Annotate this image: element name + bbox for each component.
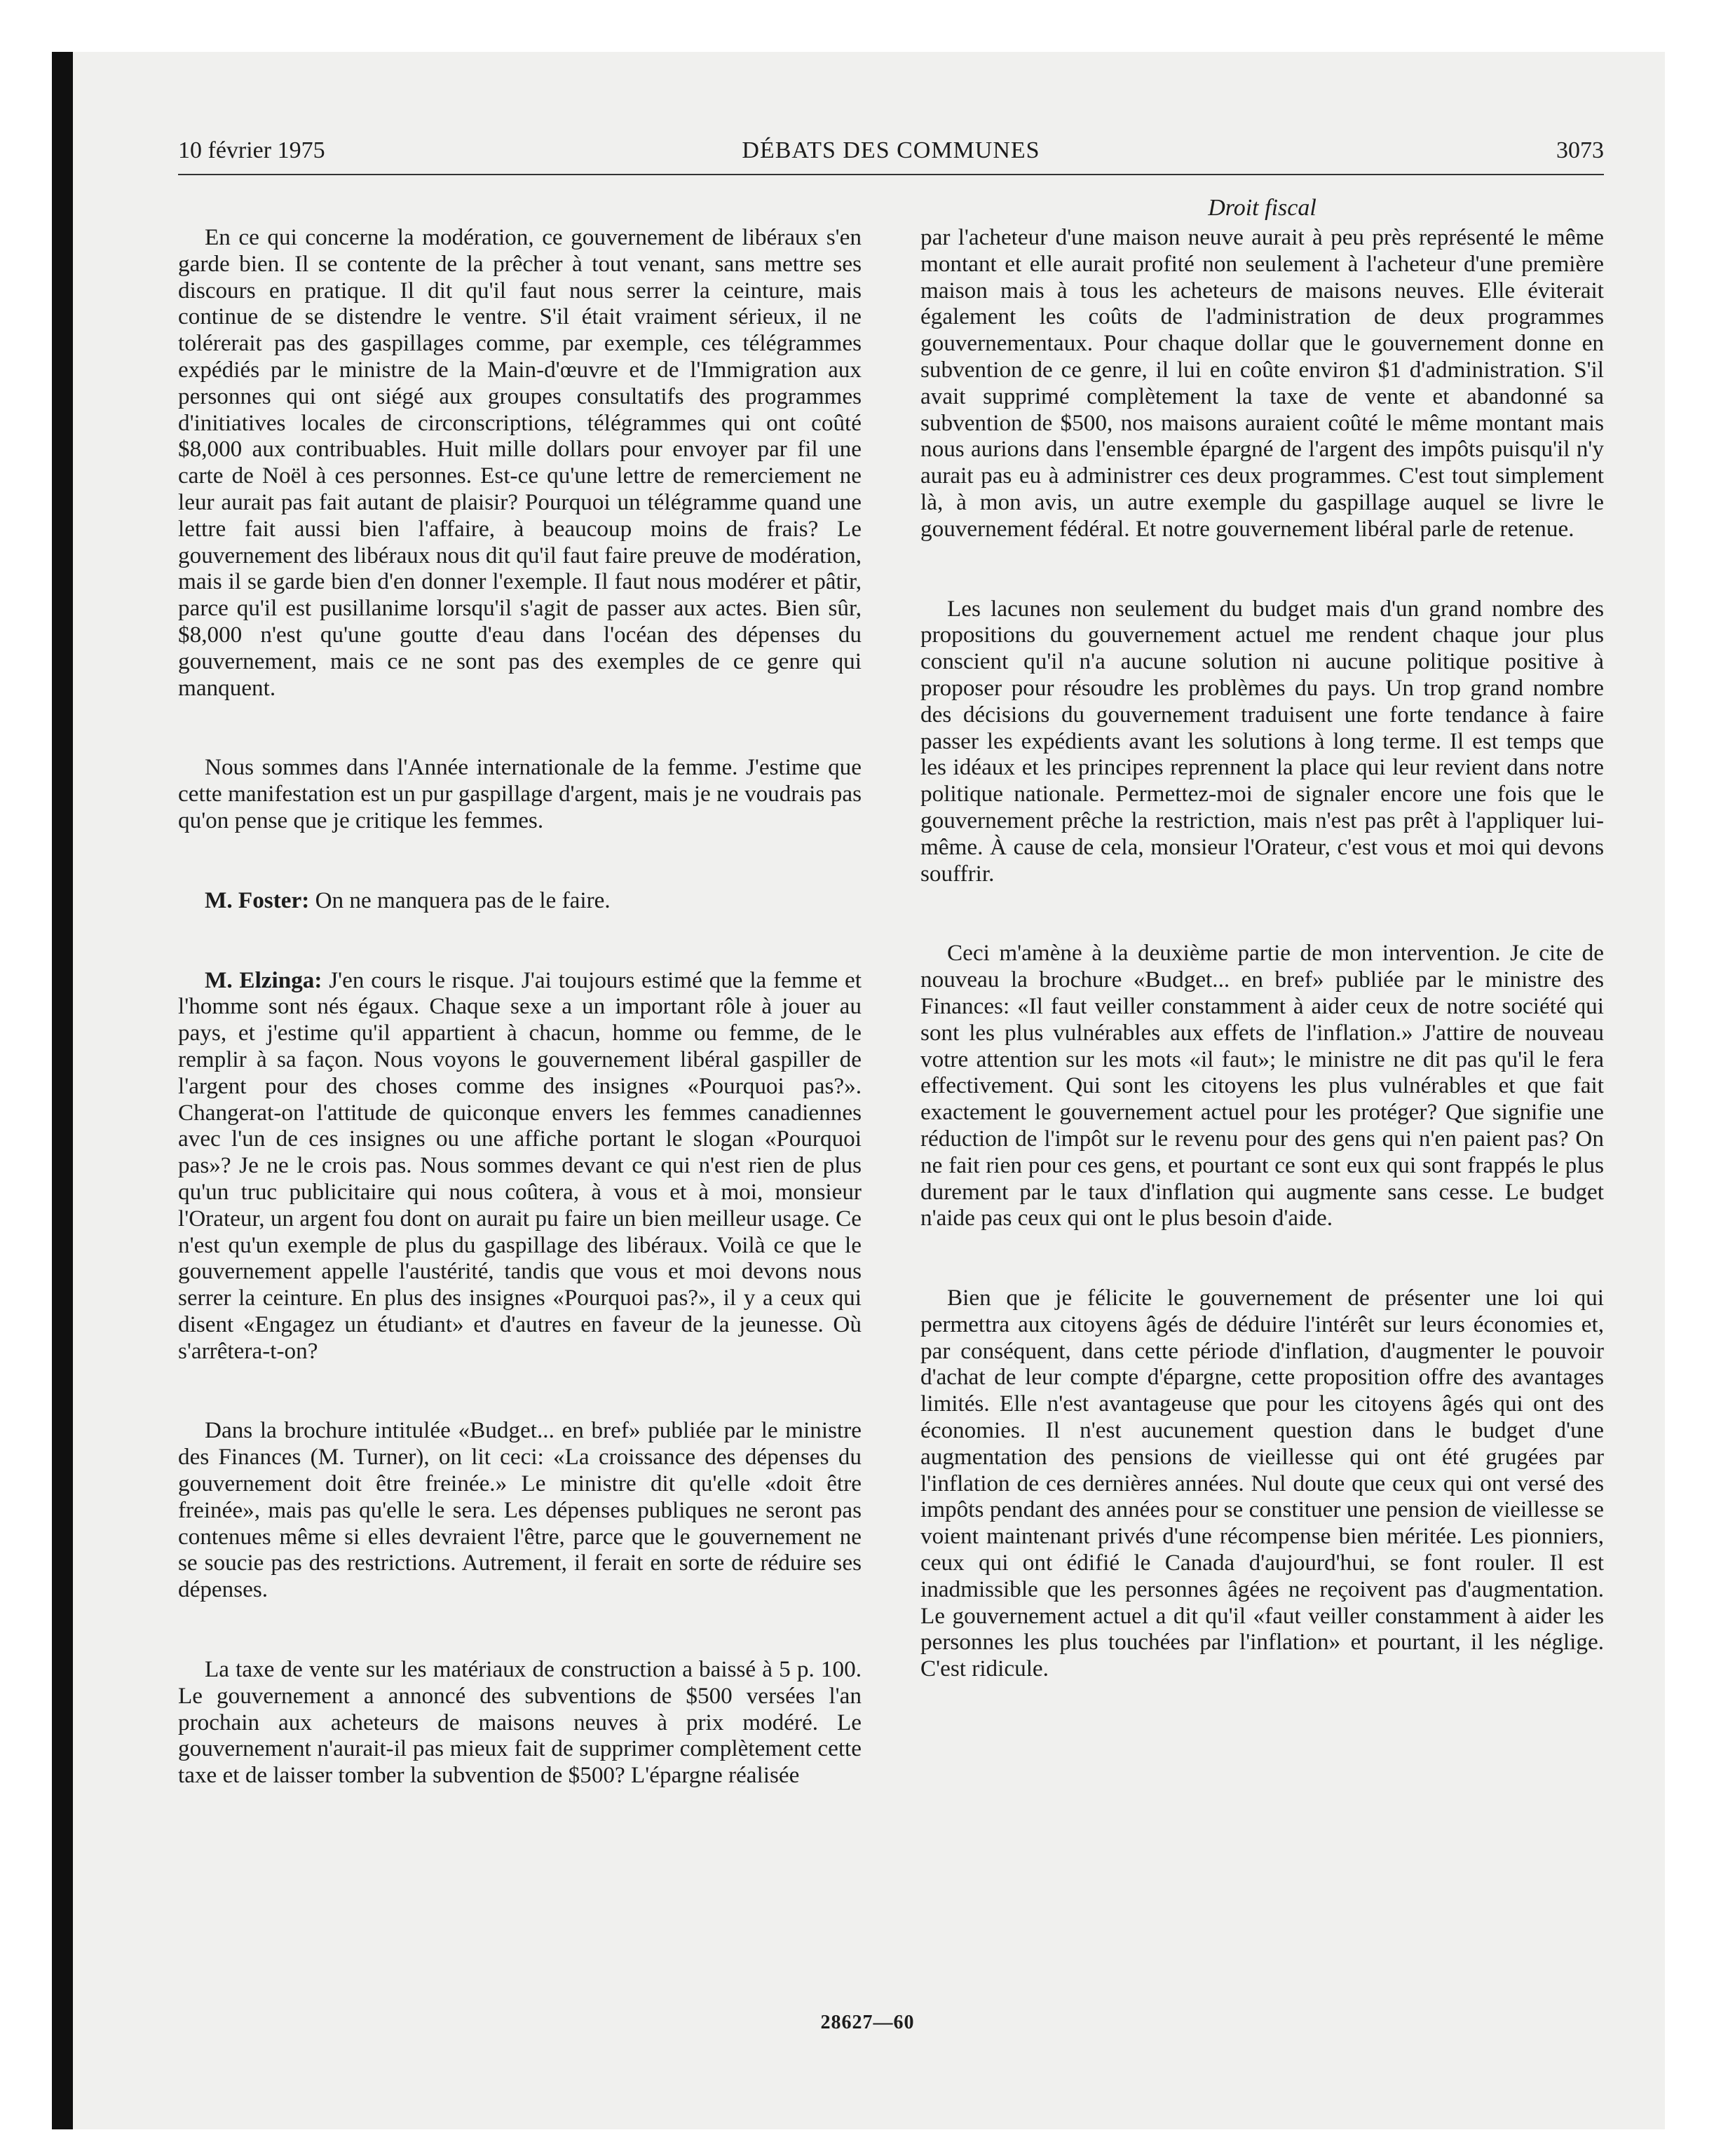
paragraph-text: En ce qui concerne la modération, ce gouvernement de libéraux s'en garde bien. Il se contente de la prêcher à tout venant, sans mettre ses discours en pratique. Il dit qu'il faut nous serrer la ceinture, mais continue de se distendre le ventre. S'il était vraiment sérieux, il ne tolérerait pas des gaspillages comme, par exemple, ces télégrammes expédiés par le ministre de la Main-d'œuvre et de l'Immigration aux personnes qui ont siégé aux groupes consultatifs des programmes d'initiatives locales de circonscriptions, télégrammes qui ont coûté $8,000 aux contribuables. Huit mille dollars pour envoyer par fil une carte de Noël à ces personnes. Est-ce qu'une lettre de remerciement ne leur aurait pas fait autant de plaisir? Pourquoi un télégramme quand une lettre fait aussi bien l'affaire, à beaucoup moins de frais? Le gouvernement des libéraux nous dit qu'il faut faire preuve de modération, mais il se garde bien d'en donner l'exemple. Il faut nous modérer et pâtir, parce qu'il est pusillanime lorsqu'il s'agit de passer aux actes. Bien sûr, $8,000 n'est qu'une goutte d'eau dans l'océan des dépenses du gouvernement, mais ce ne sont pas des exemples de ce genre qui manquent. <box>178 224 862 701</box>
paragraph <box>920 1285 1604 1682</box>
section-heading: Droit fiscal <box>1208 195 1316 221</box>
header-page-number: 3073 <box>1556 137 1604 163</box>
paragraph-text: Nous sommes dans l'Année internationale de la femme. J'estime que cette manifestation est un pur gaspillage d'argent, mais je ne voudrais pas qu'on pense que je critique les femmes. <box>178 754 862 833</box>
right-column <box>920 224 1604 1682</box>
paragraph-text: On ne manquera pas de le faire. <box>315 887 611 913</box>
footer-code: 28627—60 <box>820 2012 915 2033</box>
paragraph <box>178 1417 862 1603</box>
paragraph <box>920 224 1604 543</box>
header-publication: DÉBATS DES COMMUNES <box>742 137 1040 163</box>
header-date: 10 février 1975 <box>178 137 325 163</box>
paragraph <box>178 887 862 914</box>
paragraph <box>178 1656 862 1789</box>
running-header <box>178 137 1604 175</box>
paragraph-text: Les lacunes non seulement du budget mais d'un grand nombre des propositions du gouvernement actuel me rendent chaque jour plus conscient qu'il n'a aucune solution ni aucune politique positive à proposer pour résoudre les problèmes du pays. Un trop grand nombre des décisions du gouvernement traduisent une forte tendance à faire passer les expédients avant les solutions à long terme. Il est temps que les idéaux et les principes reprennent la place qui leur revient dans notre politique nationale. Permettez-moi de signaler encore une fois que le gouvernement prêche la restriction, mais n'est pas prêt à l'appliquer lui-même. À cause de cela, monsieur l'Orateur, c'est vous et moi qui devons souffrir. <box>920 595 1604 887</box>
paragraph <box>920 940 1604 1231</box>
speaker-name: M. Elzinga: <box>205 967 322 993</box>
paragraph <box>920 596 1604 887</box>
left-column <box>178 224 862 1789</box>
paragraph-text: Dans la brochure intitulée «Budget... en bref» publiée par le ministre des Finances (M. Turner), on lit ceci: «La croissance des dépenses du gouvernement doit être freinée.» Le ministre dit qu'elle «doit être freinée», mais pas qu'elle le sera. Les dépenses publiques ne seront pas contenues même si elles devraient l'être, parce que le gouvernement ne se soucie pas des restrictions. Autrement, il ferait en sorte de réduire ses dépenses. <box>178 1417 862 1603</box>
paragraph <box>178 967 862 1365</box>
paragraph-text: Ceci m'amène à la deuxième partie de mon intervention. Je cite de nouveau la brochure «Budget... en bref» publiée par le ministre des Finances: «Il faut veiller constamment à aider ceux de notre société qui sont les plus vulnérables aux effets de l'inflation.» J'attire de nouveau votre attention sur les mots «il faut»; le ministre ne dit pas qu'il le fera effectivement. Qui sont les citoyens les plus vulnérables et que fait exactement le gouvernement actuel pour les protéger? Que signifie une réduction de l'impôt sur le revenu pour des gens qui n'en paient pas? On ne fait rien pour ces gens, et pourtant ce sont eux qui sont frappés le plus durement par le taux d'inflation qui augmente sans cesse. Le budget n'aide pas ceux qui ont le plus besoin d'aide. <box>920 940 1604 1231</box>
speaker-name: M. Foster: <box>205 887 310 913</box>
scan-edge <box>52 52 73 2129</box>
paragraph-text: J'en cours le risque. J'ai toujours estimé que la femme et l'homme sont nés égaux. Chaque sexe a un important rôle à jouer au pays, et j'estime qu'il appartient à chacun, homme ou femme, de le remplir à sa façon. Nous voyons le gouvernement libéral gaspiller de l'argent pour des choses comme des insignes «Pourquoi pas?». Changerat-on l'attitude de quiconque envers les femmes canadiennes avec l'un de ces insignes ou une affiche portant le slogan «Pourquoi pas»? Je ne le crois pas. Nous sommes devant ce qui n'est rien de plus qu'un truc publicitaire qui nous coûtera, à vous et à moi, monsieur l'Orateur, un argent fou dont on aurait pu faire un bien meilleur usage. Ce n'est qu'un exemple de plus du gaspillage des libéraux. Voilà ce que le gouvernement appelle l'austérité, tandis que vous et moi devons nous serrer la ceinture. En plus des insignes «Pourquoi pas?», il y a ceux qui disent «Engagez un étudiant» et d'autres en faveur de la jeunesse. Où s'arrêtera-t-on? <box>178 967 862 1364</box>
paragraph-text: Bien que je félicite le gouvernement de présenter une loi qui permettra aux citoyens âgés de déduire l'intérêt sur leurs économies et, par conséquent, dans cette période d'inflation, d'augmenter le pouvoir d'achat de leur compte d'épargne, cette proposition offre des avantages limités. Elle n'est avantageuse que pour les citoyens âgés qui ont des économies. Il n'est aucunement question dans le budget d'une augmentation des pensions de vieillesse qui ont été grugées par l'inflation de ces dernières années. Nul doute que ceux qui ont versé des impôts pendant des années pour se constituer une pension de vieillesse se voient maintenant privés d'une récompense bien méritée. Les pionniers, ceux qui ont édifié le Canada d'aujourd'hui, se font rouler. Il est inadmissible que les personnes âgées ne reçoivent pas d'augmentation. Le gouvernement actuel a dit qu'il «faut veiller constamment à aider les personnes les plus touchées par l'inflation» et pourtant, il les néglige. C'est ridicule. <box>920 1285 1604 1682</box>
paragraph-text: La taxe de vente sur les matériaux de construction a baissé à 5 p. 100. Le gouvernement a annoncé des subventions de $500 versées l'an prochain aux acheteurs de maisons neuves à prix modéré. Le gouvernement n'aurait-il pas mieux fait de supprimer complètement cette taxe et de laisser tomber la subvention de $500? L'épargne réalisée <box>178 1656 862 1789</box>
paragraph <box>178 754 862 833</box>
paragraph-text: par l'acheteur d'une maison neuve aurait à peu près représenté le même montant et elle aurait profité non seulement à l'acheteur d'une première maison mais à tous les acheteurs de maisons neuves. Elle éviterait également les coûts de l'administration de deux programmes gouvernementaux. Pour chaque dollar que le gouvernement donne en subvention de ce genre, il lui en coûte environ $1 d'administration. S'il avait supprimé complètement la taxe de vente et abandonné sa subvention de $500, nos maisons auraient coûté le même montant mais nous aurions dans l'ensemble épargné de l'argent des impôts puisqu'il n'y aurait pas eu à administrer ces deux programmes. C'est tout simplement là, à mon avis, un autre exemple du gaspillage auquel se livre le gouvernement fédéral. Et notre gouvernement libéral parle de retenue. <box>920 224 1604 542</box>
paragraph <box>178 224 862 701</box>
